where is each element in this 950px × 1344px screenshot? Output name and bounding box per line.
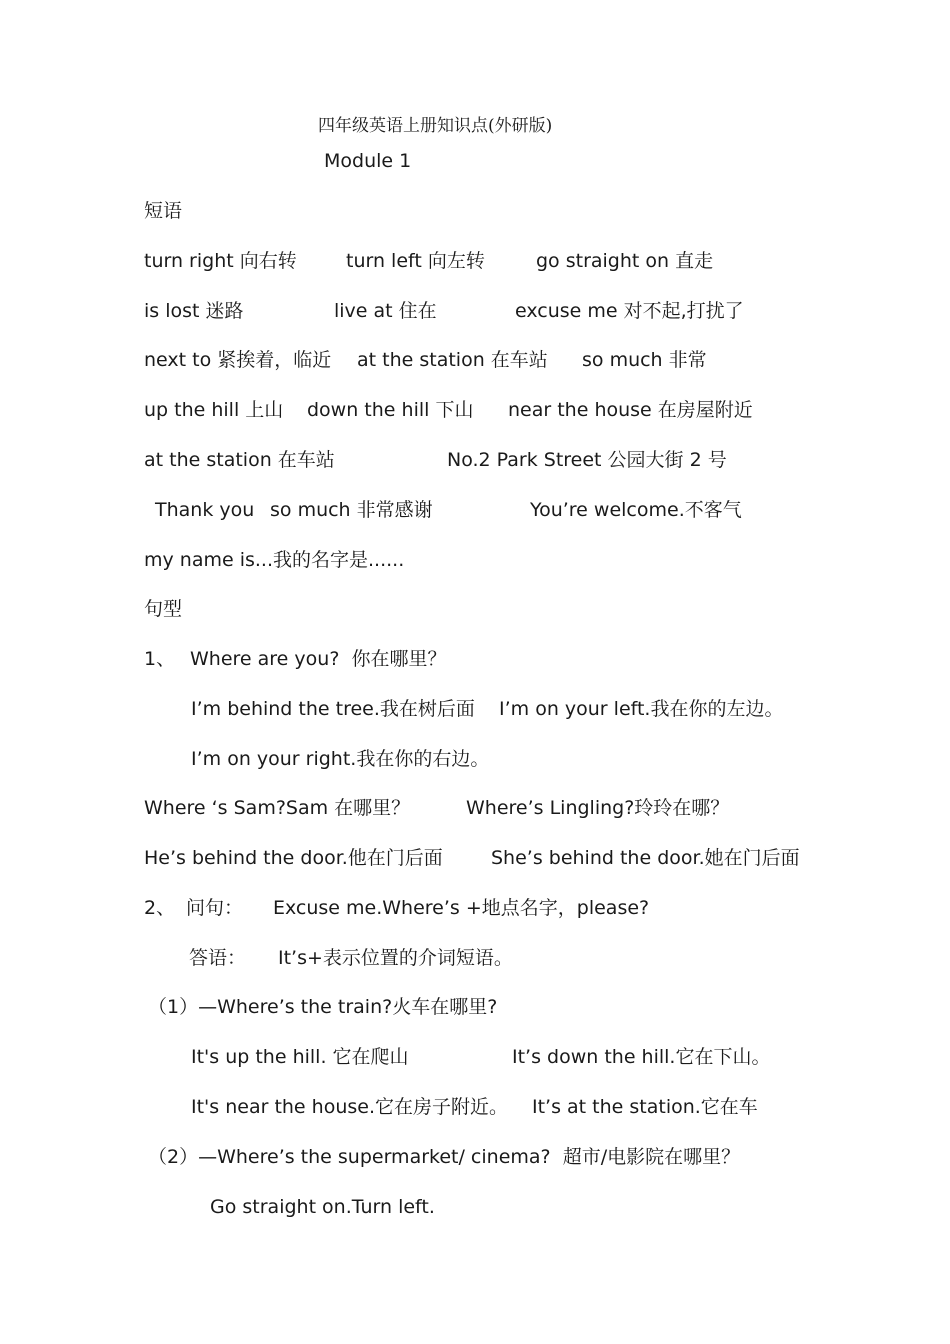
sentence: Where are you? 你在哪里？ (190, 648, 447, 670)
phrase: down the hill 下山 (307, 399, 474, 421)
sentence: Where ‘s Sam?Sam 在哪里？ (144, 797, 411, 819)
doc-title: 四年级英语上册知识点(外研版) (318, 116, 553, 136)
phrase: go straight on 直走 (536, 250, 714, 272)
phrase: so much 非常 (582, 349, 707, 371)
phrase: so much 非常感谢 (270, 499, 433, 521)
sentence: He’s behind the door.他在门后面 (144, 847, 443, 869)
sentence: It's near the house.它在房子附近。 (191, 1096, 508, 1118)
sentence: Excuse me.Where’s +地点名字，please? (273, 897, 650, 919)
sentence: Go straight on.Turn left. (210, 1196, 435, 1218)
phrases-heading: 短语 (144, 200, 183, 222)
phrase: excuse me 对不起,打扰了 (515, 300, 744, 322)
sentence: She’s behind the door.她在门后面 (491, 847, 800, 869)
phrase: live at 住在 (334, 300, 437, 322)
phrase: No.2 Park Street 公园大街 2 号 (447, 449, 727, 471)
example: （2）—Where’s the supermarket/ cinema? 超市/电影院在哪里？ (148, 1146, 741, 1168)
sentences-heading: 句型 (144, 598, 183, 620)
phrase: turn left 向左转 (346, 250, 485, 272)
sentence: Where’s Lingling?玲玲在哪？ (466, 797, 730, 819)
sentence: It’s+表示位置的介词短语。 (278, 947, 513, 969)
phrase: turn right 向右转 (144, 250, 297, 272)
sentence: It’s at the station.它在车 (532, 1096, 758, 1118)
phrase: at the station 在车站 (144, 449, 335, 471)
example: （1）—Where’s the train?火车在哪里? (148, 996, 498, 1018)
sentence: I’m on your left.我在你的左边。 (499, 698, 784, 720)
sentence: I’m behind the tree.我在树后面 (191, 698, 475, 720)
phrase: Thank you (155, 499, 255, 521)
sentence: I’m on your right.我在你的右边。 (191, 748, 490, 770)
phrase: is lost 迷路 (144, 300, 244, 322)
sentence: It’s down the hill.它在下山。 (512, 1046, 771, 1068)
answer-label: 答语： (189, 947, 247, 969)
phrase: near the house 在房屋附近 (508, 399, 753, 421)
sentence: It's up the hill. 它在爬山 (191, 1046, 409, 1068)
item-number: 1、 (144, 648, 176, 670)
question-label: 问句： (186, 897, 244, 919)
phrase: my name is...我的名字是...... (144, 549, 405, 571)
phrase: up the hill 上山 (144, 399, 284, 421)
phrase: at the station 在车站 (357, 349, 548, 371)
phrase: next to 紧挨着，临近 (144, 349, 332, 371)
phrase: You’re welcome.不客气 (530, 499, 742, 521)
item-number: 2、 (144, 897, 176, 919)
module-heading: Module 1 (324, 150, 412, 172)
